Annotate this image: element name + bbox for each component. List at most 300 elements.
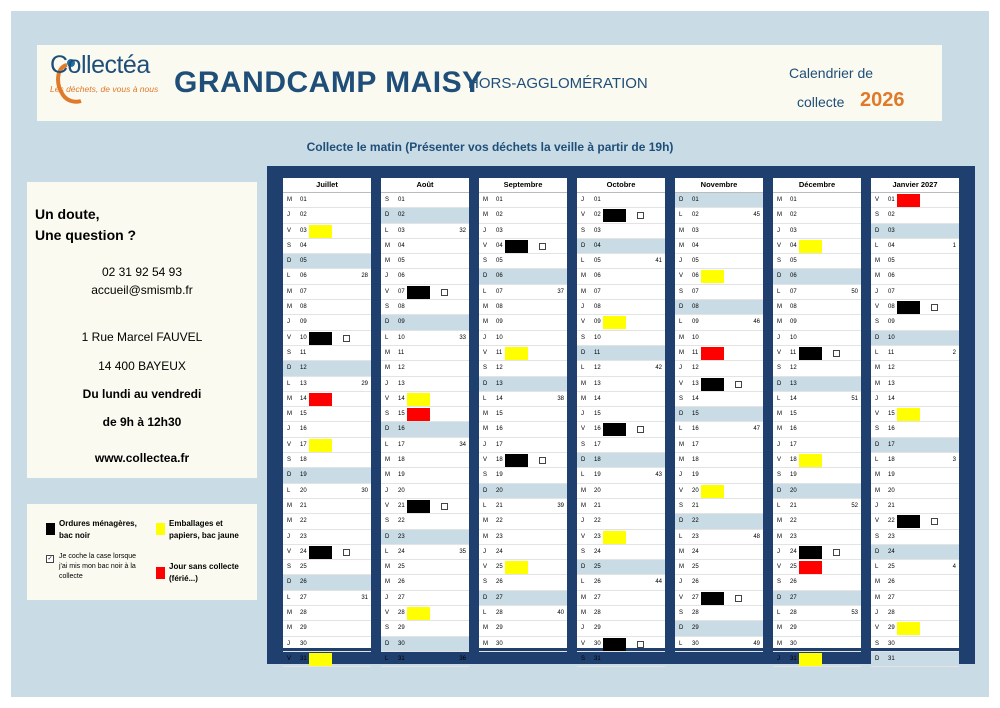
day-row [871,285,959,300]
day-letter: S [287,457,292,464]
day-letter: S [287,349,292,356]
day-row [871,269,959,284]
day-number: 07 [790,288,797,295]
day-letter: J [287,640,290,647]
day-row [283,438,371,453]
day-row [675,591,763,606]
day-number: 10 [398,334,405,341]
collection-checkbox[interactable] [343,335,350,342]
day-row [577,652,665,667]
calendar-label-line2: collecte [797,94,845,110]
day-letter: M [483,625,488,632]
day-row [283,591,371,606]
day-number: 22 [594,518,601,525]
day-number: 02 [300,212,307,219]
month-name: Juillet [283,178,371,193]
day-number: 26 [692,579,699,586]
day-letter: J [777,655,780,662]
day-row [283,392,371,407]
day-letter: L [483,502,487,509]
day-number: 12 [398,365,405,372]
day-number: 27 [790,594,797,601]
day-letter: S [875,640,880,647]
day-letter: J [385,380,388,387]
day-letter: J [287,319,290,326]
day-row [577,407,665,422]
black-bin-marker [701,592,724,605]
day-number: 07 [692,288,699,295]
day-row [381,606,469,621]
day-row [381,468,469,483]
day-letter: L [581,365,585,372]
day-row [871,591,959,606]
day-row [773,407,861,422]
day-letter: V [483,564,488,571]
day-letter: M [679,334,684,341]
day-number: 23 [300,533,307,540]
day-letter: L [679,426,683,433]
day-number: 05 [790,258,797,265]
day-number: 18 [300,457,307,464]
day-row [283,545,371,560]
yellow-bin-marker [505,347,528,360]
day-number: 22 [496,518,503,525]
black-bin-marker [603,209,626,222]
day-letter: M [483,411,488,418]
red-holiday-swatch [156,567,165,579]
week-number: 28 [361,273,368,280]
day-row [675,254,763,269]
day-number: 20 [790,487,797,494]
day-number: 11 [398,349,405,356]
month-name: Octobre [577,178,665,193]
week-number: 41 [655,258,662,265]
day-number: 08 [398,304,405,311]
day-row [773,468,861,483]
month-column [773,178,861,662]
day-row [871,545,959,560]
day-number: 04 [398,242,405,249]
day-letter: M [287,288,292,295]
day-row [283,530,371,545]
day-row [675,560,763,575]
day-row [577,224,665,239]
day-number: 11 [790,349,797,356]
legend-yellow-line1: Emballages et [169,519,223,528]
question-line1: Un doute, [35,206,100,222]
day-letter: S [385,304,390,311]
opening-hours: de 9h à 12h30 [102,415,182,429]
day-row [577,468,665,483]
day-number: 16 [398,426,405,433]
day-number: 15 [496,411,503,418]
day-row [479,285,567,300]
day-row [381,254,469,269]
email-address[interactable]: accueil@smismb.fr [91,283,193,297]
week-number: 35 [459,548,466,555]
day-number: 01 [594,197,601,203]
day-number: 27 [692,594,699,601]
day-number: 23 [594,533,601,540]
day-letter: L [875,242,879,249]
day-letter: M [777,197,782,203]
day-row [871,530,959,545]
yellow-bin-marker [701,485,724,498]
day-row [479,621,567,636]
day-number: 24 [692,548,699,555]
day-number: 15 [594,411,601,418]
day-row [479,392,567,407]
day-letter: M [581,273,586,280]
day-letter: L [385,227,389,234]
week-number: 2 [952,349,956,356]
day-number: 07 [398,288,405,295]
day-letter: L [777,610,781,617]
day-number: 28 [300,610,307,617]
month-column [675,178,763,648]
day-row [479,346,567,361]
day-letter: M [483,212,488,219]
header-banner [37,45,942,121]
day-row [381,361,469,376]
day-letter: L [679,640,683,647]
day-number: 02 [496,212,503,219]
day-number: 19 [398,472,405,479]
yellow-bin-marker [897,408,920,421]
day-row [675,468,763,483]
day-number: 13 [692,380,699,387]
day-row [381,484,469,499]
day-letter: J [777,227,780,234]
day-letter: L [777,288,781,295]
day-letter: M [777,640,782,647]
day-row [577,575,665,590]
day-number: 27 [888,594,895,601]
day-number: 01 [790,197,797,203]
day-letter: S [875,426,880,433]
day-number: 23 [790,533,797,540]
day-row [871,346,959,361]
day-letter: J [483,227,486,234]
day-number: 13 [398,380,405,387]
day-letter: S [777,472,782,479]
day-number: 11 [300,349,307,356]
day-number: 01 [888,197,895,203]
day-number: 17 [888,441,895,448]
day-letter: S [875,212,880,219]
day-row [283,422,371,437]
day-row [675,438,763,453]
day-letter: V [287,334,292,341]
collection-checkbox[interactable] [343,549,350,556]
day-row [675,285,763,300]
day-row [381,285,469,300]
yellow-bin-marker [799,454,822,467]
collection-checkbox[interactable] [735,381,742,388]
collection-checkbox[interactable] [833,549,840,556]
day-letter: M [679,227,684,234]
day-row [479,438,567,453]
day-letter: L [287,487,291,494]
yellow-bin-marker [603,316,626,329]
day-number: 26 [888,579,895,586]
day-letter: L [385,441,389,448]
collection-checkbox[interactable] [637,212,644,219]
day-row [773,606,861,621]
black-bin-marker [505,240,528,253]
day-number: 03 [300,227,307,234]
day-number: 14 [300,395,307,402]
day-row [283,239,371,254]
legend-panel [27,504,257,600]
calendar-year: 2026 [860,89,905,111]
day-number: 04 [496,242,503,249]
day-row [577,300,665,315]
day-number: 16 [790,426,797,433]
day-row [773,346,861,361]
day-row [283,575,371,590]
day-row [577,484,665,499]
logo-wordmark: Collectéa [50,51,150,79]
collection-checkbox[interactable] [539,457,546,464]
day-row [283,315,371,330]
day-row [577,591,665,606]
day-row [283,193,371,208]
collection-checkbox[interactable] [931,304,938,311]
day-row [479,377,567,392]
collection-checkbox[interactable] [931,518,938,525]
day-row [283,407,371,422]
day-letter: M [679,349,684,356]
day-row [773,530,861,545]
day-number: 21 [692,502,699,509]
day-letter: J [385,273,388,280]
day-letter: S [483,579,488,586]
yellow-bin-marker [701,270,724,283]
day-row [479,315,567,330]
collection-checkbox[interactable] [833,350,840,357]
day-letter: L [679,212,683,219]
day-letter: L [287,273,291,280]
day-number: 05 [398,258,405,265]
day-row [773,637,861,652]
day-row [871,254,959,269]
day-number: 28 [692,610,699,617]
day-letter: S [581,334,586,341]
day-row [283,484,371,499]
day-letter: D [581,242,586,249]
day-row [479,575,567,590]
day-number: 14 [692,395,699,402]
day-row [381,346,469,361]
day-letter: M [287,395,292,402]
day-number: 22 [888,518,895,525]
day-row [479,254,567,269]
day-row [773,621,861,636]
day-letter: J [581,197,584,203]
day-letter: V [385,502,390,509]
collection-checkbox[interactable] [735,595,742,602]
black-bin-marker [309,546,332,559]
day-letter: J [581,625,584,632]
day-row [577,621,665,636]
day-number: 18 [790,457,797,464]
day-number: 09 [888,319,895,326]
day-letter: M [385,258,390,265]
day-number: 02 [398,212,405,219]
day-number: 12 [790,365,797,372]
day-letter: M [581,502,586,509]
collection-checkbox[interactable] [637,641,644,648]
website-link[interactable]: www.collectea.fr [94,451,190,465]
day-number: 08 [594,304,601,311]
city-title: GRANDCAMP MAISY [174,66,483,99]
day-row [283,377,371,392]
day-number: 24 [888,548,895,555]
day-number: 06 [692,273,699,280]
day-number: 15 [790,411,797,418]
day-number: 09 [594,319,601,326]
day-number: 25 [790,564,797,571]
day-number: 08 [888,304,895,311]
day-row [773,377,861,392]
day-letter: M [483,197,488,203]
day-row [773,300,861,315]
day-letter: D [385,319,390,326]
day-number: 06 [300,273,307,280]
legend-yellow-line2: papiers, bac jaune [169,531,239,540]
day-row [675,224,763,239]
collection-checkbox[interactable] [441,289,448,296]
day-letter: J [581,304,584,311]
day-row [283,468,371,483]
day-number: 06 [888,273,895,280]
day-row [283,331,371,346]
day-row [871,499,959,514]
day-row [675,392,763,407]
day-letter: J [581,411,584,418]
day-letter: V [777,242,782,249]
day-row [479,300,567,315]
day-row [381,530,469,545]
day-row [871,193,959,208]
day-number: 30 [300,640,307,647]
day-number: 09 [790,319,797,326]
day-number: 07 [594,288,601,295]
black-bin-marker [799,546,822,559]
day-row [577,438,665,453]
legend-red-line1: Jour sans collecte [169,562,239,571]
day-row [871,438,959,453]
day-row [577,392,665,407]
day-row [773,422,861,437]
day-letter: D [777,487,782,494]
day-number: 30 [594,640,601,647]
day-letter: S [385,411,390,418]
day-number: 30 [790,640,797,647]
day-letter: M [777,518,782,525]
day-number: 29 [496,625,503,632]
day-number: 10 [888,334,895,341]
day-row [283,453,371,468]
day-row [577,422,665,437]
day-letter: D [581,564,586,571]
day-row [381,407,469,422]
day-row [675,346,763,361]
day-row [871,560,959,575]
day-number: 20 [496,487,503,494]
black-bin-marker [897,515,920,528]
day-letter: M [875,579,880,586]
yellow-bin-marker [799,240,822,253]
day-letter: S [777,365,782,372]
day-letter: S [483,365,488,372]
day-number: 23 [398,533,405,540]
day-number: 10 [300,334,307,341]
day-letter: V [287,655,292,662]
day-number: 10 [594,334,601,341]
day-number: 15 [692,411,699,418]
week-number: 4 [952,564,956,571]
day-row [871,422,959,437]
day-letter: M [287,502,292,509]
day-letter: L [581,579,585,586]
day-letter: V [777,349,782,356]
day-row [283,300,371,315]
day-row [381,224,469,239]
day-row [871,315,959,330]
day-number: 26 [790,579,797,586]
day-number: 25 [398,564,405,571]
day-number: 28 [496,610,503,617]
day-number: 28 [888,610,895,617]
day-number: 31 [300,655,307,662]
collection-checkbox[interactable] [441,503,448,510]
day-letter: M [875,487,880,494]
day-number: 17 [594,441,601,448]
day-letter: S [385,518,390,525]
day-row [871,208,959,223]
day-row [773,499,861,514]
day-letter: M [875,258,880,265]
day-letter: M [483,533,488,540]
black-bin-marker [309,332,332,345]
day-letter: M [875,472,880,479]
day-row [479,193,567,208]
day-row [283,254,371,269]
day-row [773,392,861,407]
day-number: 20 [594,487,601,494]
day-letter: J [385,594,388,601]
day-row [675,575,763,590]
day-number: 29 [398,625,405,632]
day-number: 31 [398,655,405,662]
day-letter: M [385,579,390,586]
day-letter: V [287,441,292,448]
holiday-marker [309,393,332,406]
day-number: 04 [692,242,699,249]
day-row [773,560,861,575]
collection-checkbox[interactable] [539,243,546,250]
yellow-bin-swatch [156,523,165,535]
day-letter: J [287,426,290,433]
day-row [773,193,861,208]
day-letter: V [679,594,684,601]
collection-checkbox[interactable] [637,426,644,433]
day-number: 01 [692,197,699,203]
day-number: 23 [692,533,699,540]
week-number: 40 [557,610,564,617]
